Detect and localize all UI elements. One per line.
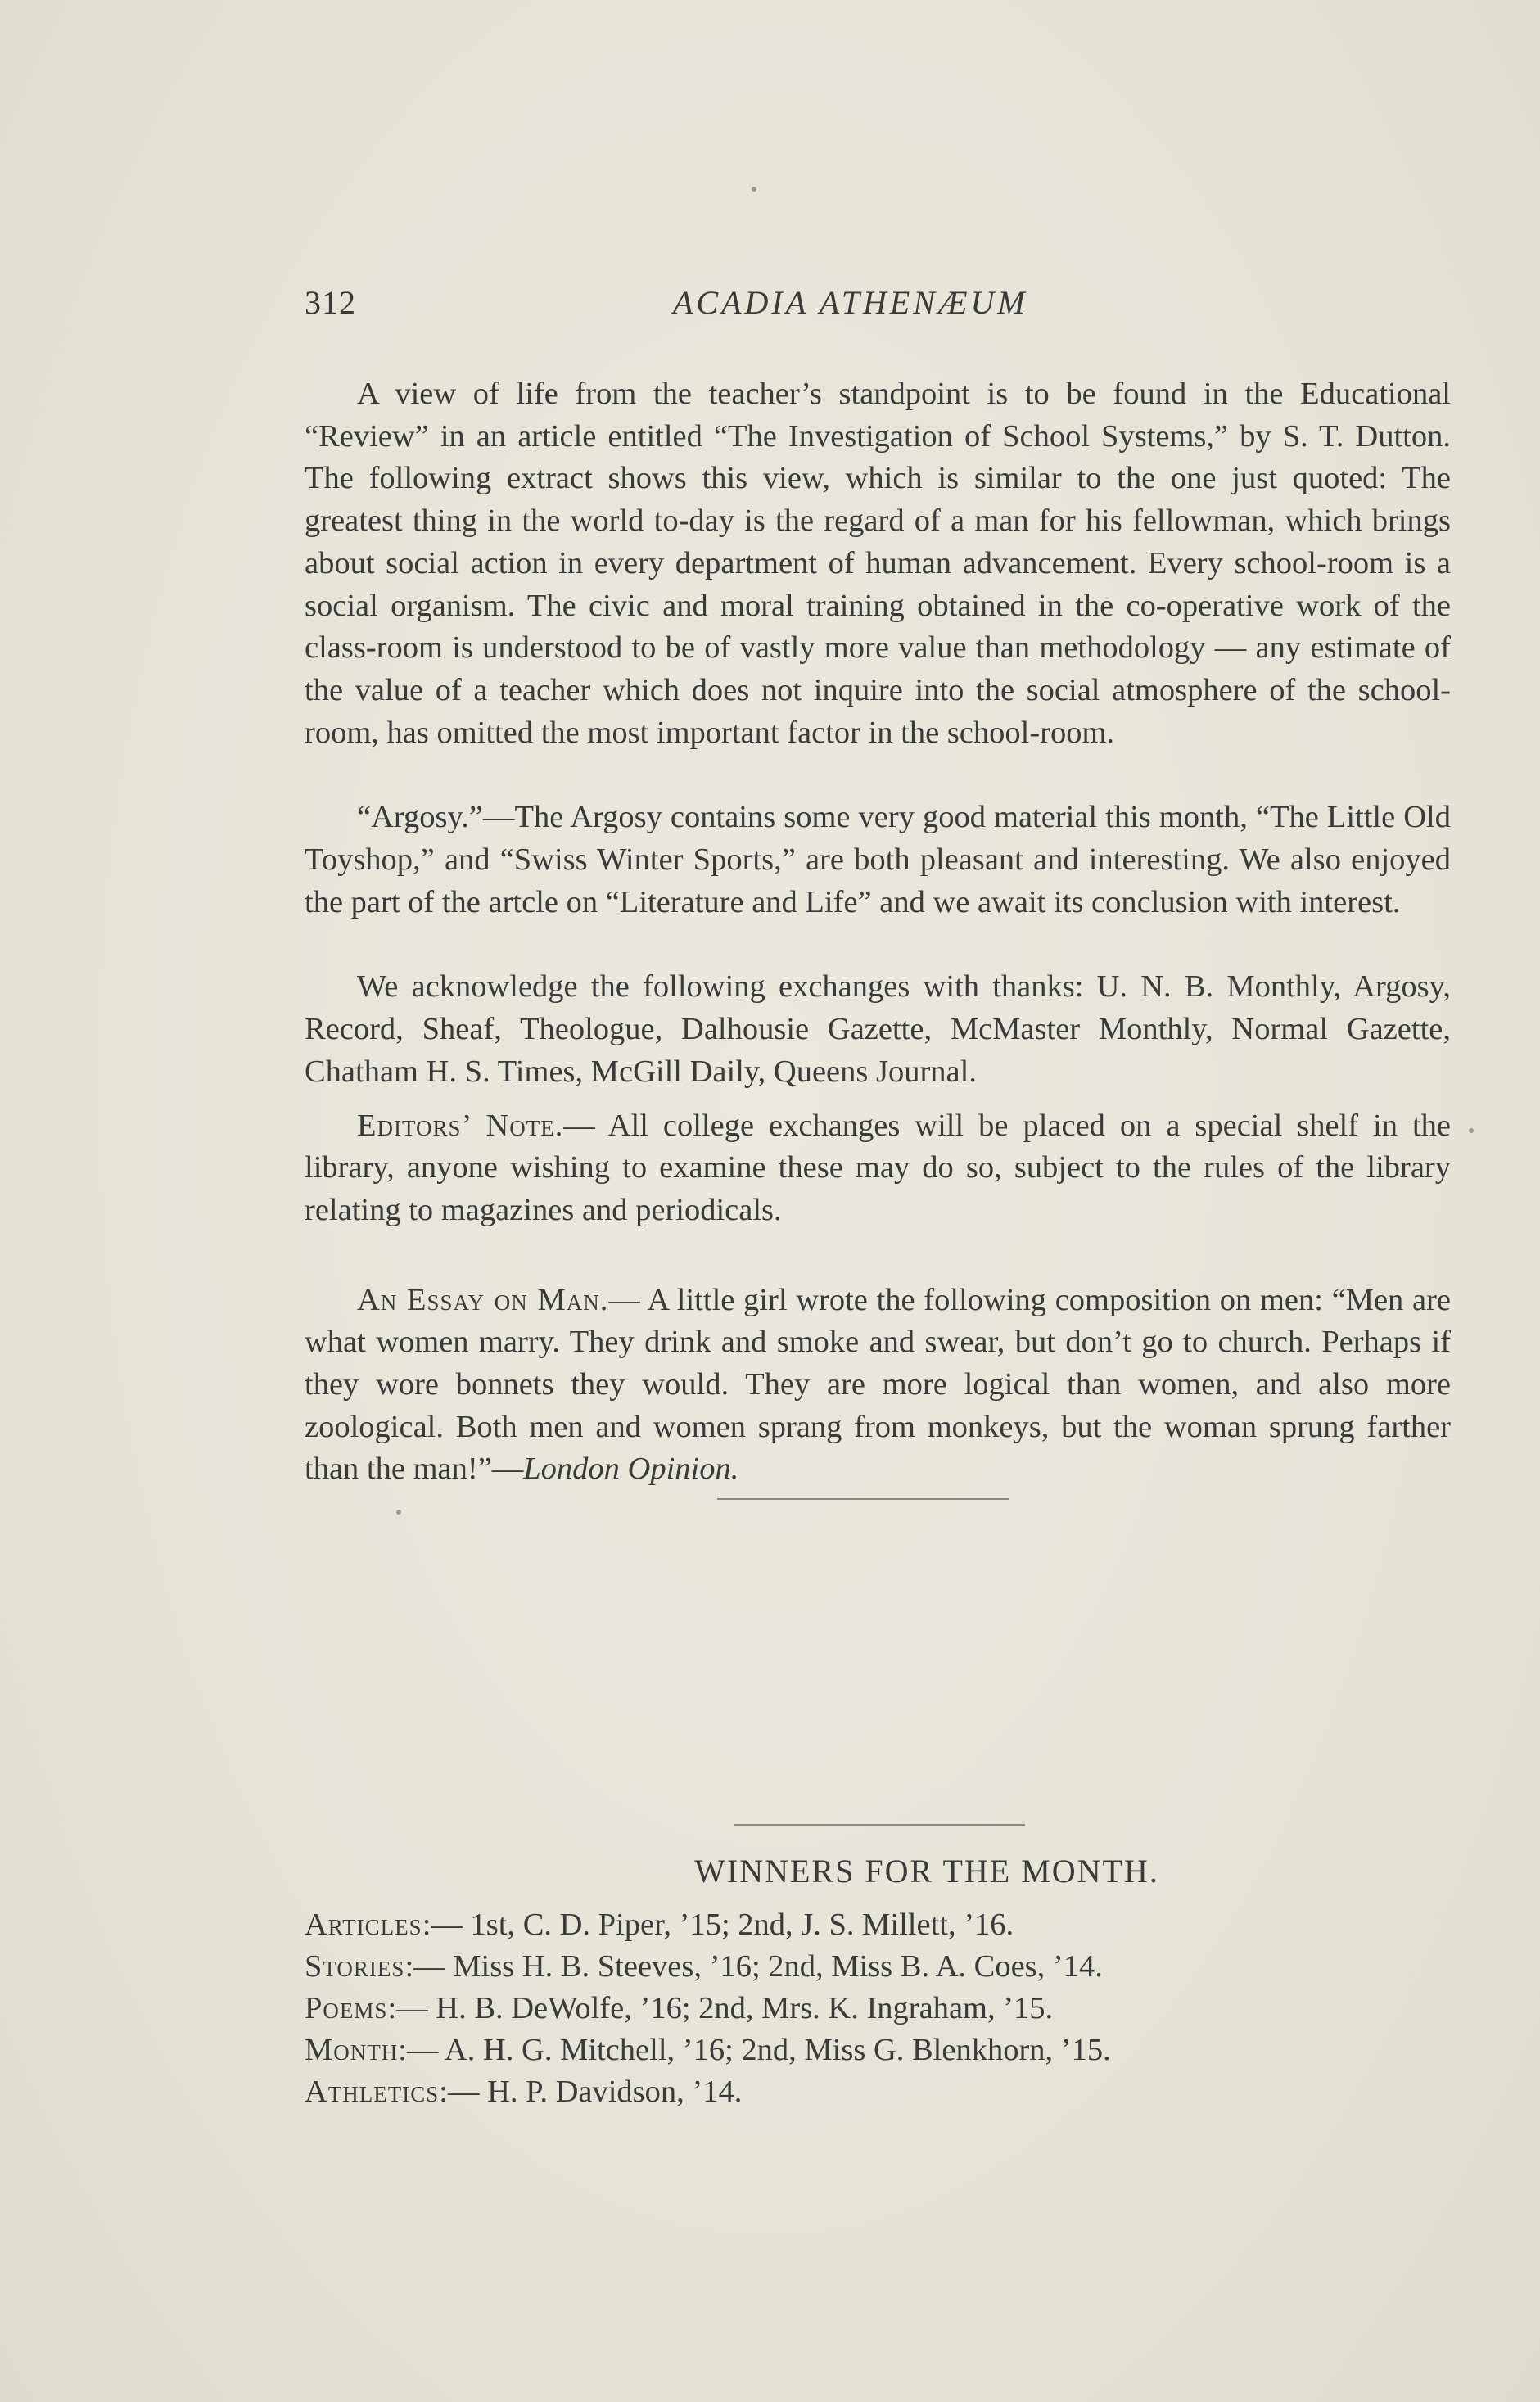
winners-list (305, 1904, 1451, 2113)
running-title: ACADIA ATHENÆUM (673, 284, 1028, 321)
winners-heading: WINNERS FOR THE MONTH. (694, 1853, 1159, 1890)
paragraph-essay-on-man (305, 1280, 1451, 1492)
winner-category: Poems (305, 1991, 388, 2025)
winner-row-athletics (305, 2071, 1451, 2113)
paper-speck (1469, 1128, 1474, 1133)
winner-category: Stories (305, 1949, 405, 1984)
paper-speck (396, 1510, 401, 1515)
winner-category: Articles (305, 1908, 422, 1942)
winner-category: Month (305, 2033, 399, 2067)
section-divider-2 (734, 1824, 1025, 1826)
essay-text: — A little girl wrote the following composition on men: “Men are what women marry. They drink and smoke and swear, but don’t go to church. Perhaps if they wore bonnets they would. They are more logical than women, and also more zoological. Both men and women sprang from monkeys, but the woman sprung farther than the man!”— (305, 1282, 1451, 1487)
winner-names: :— H. P. Davidson, ’14. (439, 2075, 743, 2109)
winner-category: Athletics (305, 2075, 440, 2109)
paragraph-teacher-standpoint: A view of life from the teacher’s standpoint is to be found in the Educational “Review” in an article entitled “The Investigation of School Systems,” by S. T. Dutton. The following extract shows this view, which is similar to the one just quoted: The greatest thing in the world to-day is the regard of a man for his fellowman, which brings about social action in every department of human advancement. Every school-room is a social organism. The civic and moral training obtained in the co-operative work of the class-room is understood to be of vastly more value than methodology — any estimate of the value of a teacher which does not inquire into the social atmosphere of the school-room, has omitted the most important factor in the school-room. (305, 377, 1451, 750)
page-number: 312 (305, 284, 356, 321)
editors-note-text: — All college exchanges will be placed on a special shelf in the library, anyone wishing to examine these may do so, subject to the rules of the library relating to magazines and periodicals. (305, 1108, 1451, 1227)
winner-names: :— Miss H. B. Steeves, ’16; 2nd, Miss B. A. Coes, ’14. (404, 1949, 1103, 1984)
essay-label: An Essay on Man. (357, 1282, 609, 1317)
winner-names: :— 1st, C. D. Piper, ’15; 2nd, J. S. Millett, ’16. (422, 1908, 1014, 1942)
paragraph-editors-note (305, 1105, 1451, 1232)
editors-note-label: Editors’ Note. (357, 1108, 564, 1143)
winner-row-articles (305, 1904, 1451, 1946)
paragraph-argosy: “Argosy.”—The Argosy contains some very good material this month, “The Little Old Toyshop,” and “Swiss Winter Sports,” are both pleasant and interesting. We also enjoyed the part of the artcle on “Literature and Life” and we await its conclusion with interest. (305, 800, 1451, 919)
winner-names: :— H. B. DeWolfe, ’16; 2nd, Mrs. K. Ingraham, ’15. (387, 1991, 1054, 2025)
page-header (305, 283, 1451, 332)
winner-row-month (305, 2030, 1451, 2071)
article-body (305, 373, 1451, 1491)
essay-source: London Opinion. (523, 1452, 739, 1487)
winner-row-stories (305, 1946, 1451, 1988)
winner-names: :— A. H. G. Mitchell, ’16; 2nd, Miss G. Blenkhorn, ’15. (398, 2033, 1111, 2067)
paragraph-exchanges: We acknowledge the following exchanges with thanks: U. N. B. Monthly, Argosy, Record, Sheaf, Theologue, Dalhousie Gazette, McMaster Monthly, Normal Gazette, Chatham H. S. Times, McGill Daily, Queens Journal. (305, 969, 1451, 1089)
winner-row-poems (305, 1988, 1451, 2030)
paper-speck (752, 187, 756, 192)
section-divider-1 (717, 1498, 1009, 1500)
